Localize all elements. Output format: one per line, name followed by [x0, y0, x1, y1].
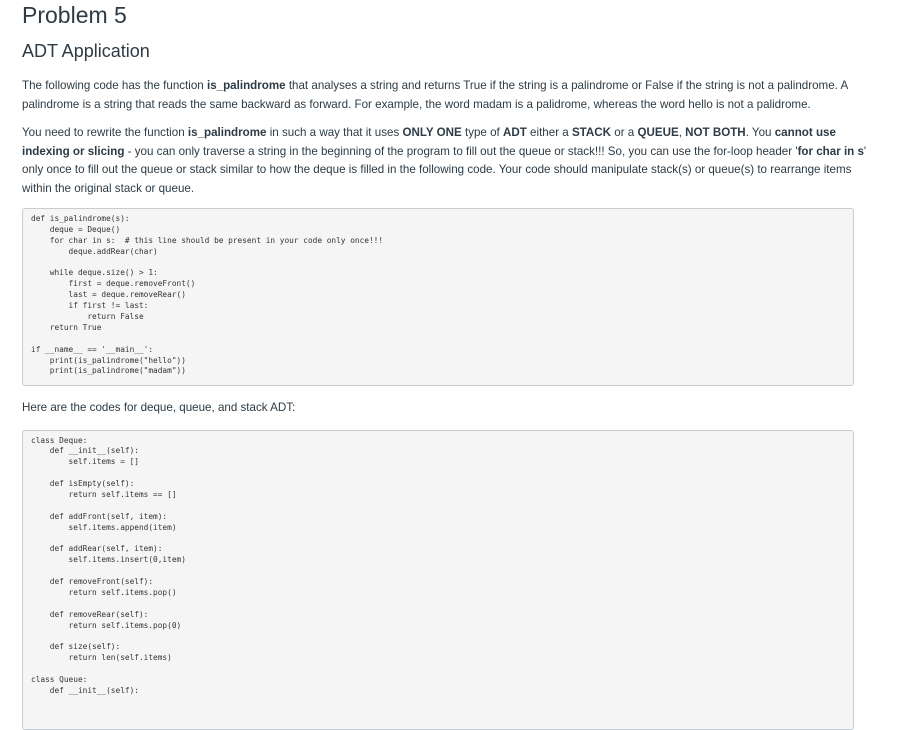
- code-line: [31, 258, 845, 269]
- code-line: return self.items == []: [31, 489, 177, 499]
- function-name: is_palindrome: [187, 126, 267, 139]
- text-span: either a: [526, 126, 572, 139]
- code-line: [31, 599, 845, 610]
- code-line: for char in s: # this line should be present in your code only once!!!: [31, 235, 384, 245]
- code-line: def removeRear(self):: [31, 609, 149, 619]
- code-line: def __init__(self):: [31, 446, 139, 456]
- code-line: return self.items.pop(0): [31, 620, 182, 630]
- page-subtitle: ADT Application: [22, 41, 150, 61]
- code-line: while deque.size() > 1:: [31, 268, 158, 278]
- emphasis: cannot use indexing or slicing: [22, 126, 836, 158]
- code-line: def addFront(self, item):: [31, 511, 168, 521]
- code-line: [31, 468, 845, 479]
- page-title: Problem 5: [22, 2, 127, 28]
- code-line: print(is_palindrome("hello")): [31, 355, 186, 365]
- code-line: def removeFront(self):: [31, 577, 154, 587]
- code-line: if __name__ == '__main__':: [31, 344, 154, 354]
- code-line: def addRear(self, item):: [31, 544, 163, 554]
- emphasis: ADT: [503, 126, 527, 139]
- code-line: print(is_palindrome("madam")): [31, 366, 186, 376]
- emphasis: for char in s: [797, 144, 864, 158]
- emphasis: STACK: [571, 126, 612, 139]
- code-block-palindrome: [22, 208, 854, 386]
- code-line: [31, 534, 845, 545]
- code-block-adts: [22, 430, 854, 730]
- code-line: first = deque.removeFront(): [31, 279, 196, 289]
- text-span: . You: [745, 126, 775, 139]
- code-line: deque.addRear(char): [31, 246, 158, 256]
- text-span: ' only once to fill out the queue or stack similar to how the deque is filled in the following code. Your code should manipulate stack(s) or queue(s) to rearrange items within the original stack or queue.: [22, 144, 867, 195]
- text-span: or a: [611, 126, 638, 139]
- text-span: You need to rewrite the function: [22, 126, 188, 139]
- text-span: - you can only traverse a string in the beginning of the program to fill out the queue or stack!!! So, you can use the for-loop header ': [124, 144, 798, 158]
- code-line: [31, 334, 845, 345]
- code-line: last = deque.removeRear(): [31, 290, 186, 300]
- code-line: def is_palindrome(s):: [31, 214, 130, 223]
- code-line: deque = Deque(): [31, 224, 121, 234]
- page: [0, 2, 901, 695]
- code-line: class Deque:: [31, 435, 88, 445]
- code-line: [31, 566, 845, 577]
- code-line: [31, 664, 845, 675]
- code-line: class Queue:: [31, 675, 88, 685]
- code-line: return self.items.pop(): [31, 587, 177, 597]
- code-line: [31, 632, 845, 643]
- code-line: return True: [31, 322, 102, 332]
- text-span: ,: [678, 126, 686, 139]
- text-span: The following code has the function: [22, 79, 207, 92]
- code-line: def size(self):: [31, 642, 121, 652]
- code-line: return len(self.items): [31, 653, 172, 663]
- text-span: type of: [461, 126, 503, 139]
- intro-paragraph-3: Here are the codes for deque, queue, and stack ADT:: [22, 401, 296, 414]
- function-name: is_palindrome: [206, 79, 286, 92]
- intro-paragraph-2: [22, 124, 879, 198]
- code-line: def isEmpty(self):: [31, 479, 135, 489]
- code-line: self.items.append(item): [31, 522, 177, 532]
- text-span: in such a way that it uses: [266, 126, 403, 139]
- intro-paragraph-1: [22, 77, 879, 114]
- emphasis: NOT BOTH: [685, 126, 746, 139]
- text-span: that analyses a string and returns True if the string is a palindrome or False if the string is not a palindrome. A palindrome is a string that reads the same backward as forward. For example, the word madam is a palidrome, whereas the word hello is not a palidrome.: [22, 79, 848, 111]
- emphasis: QUEUE: [637, 126, 679, 139]
- code-line: if first != last:: [31, 301, 149, 311]
- code-line: [31, 501, 845, 512]
- code-line: return False: [31, 312, 144, 322]
- code-line: self.items = []: [31, 457, 139, 467]
- code-line: self.items.insert(0,item): [31, 555, 186, 565]
- emphasis: ONLY ONE: [402, 126, 462, 139]
- code-line: def __init__(self):: [31, 685, 139, 695]
